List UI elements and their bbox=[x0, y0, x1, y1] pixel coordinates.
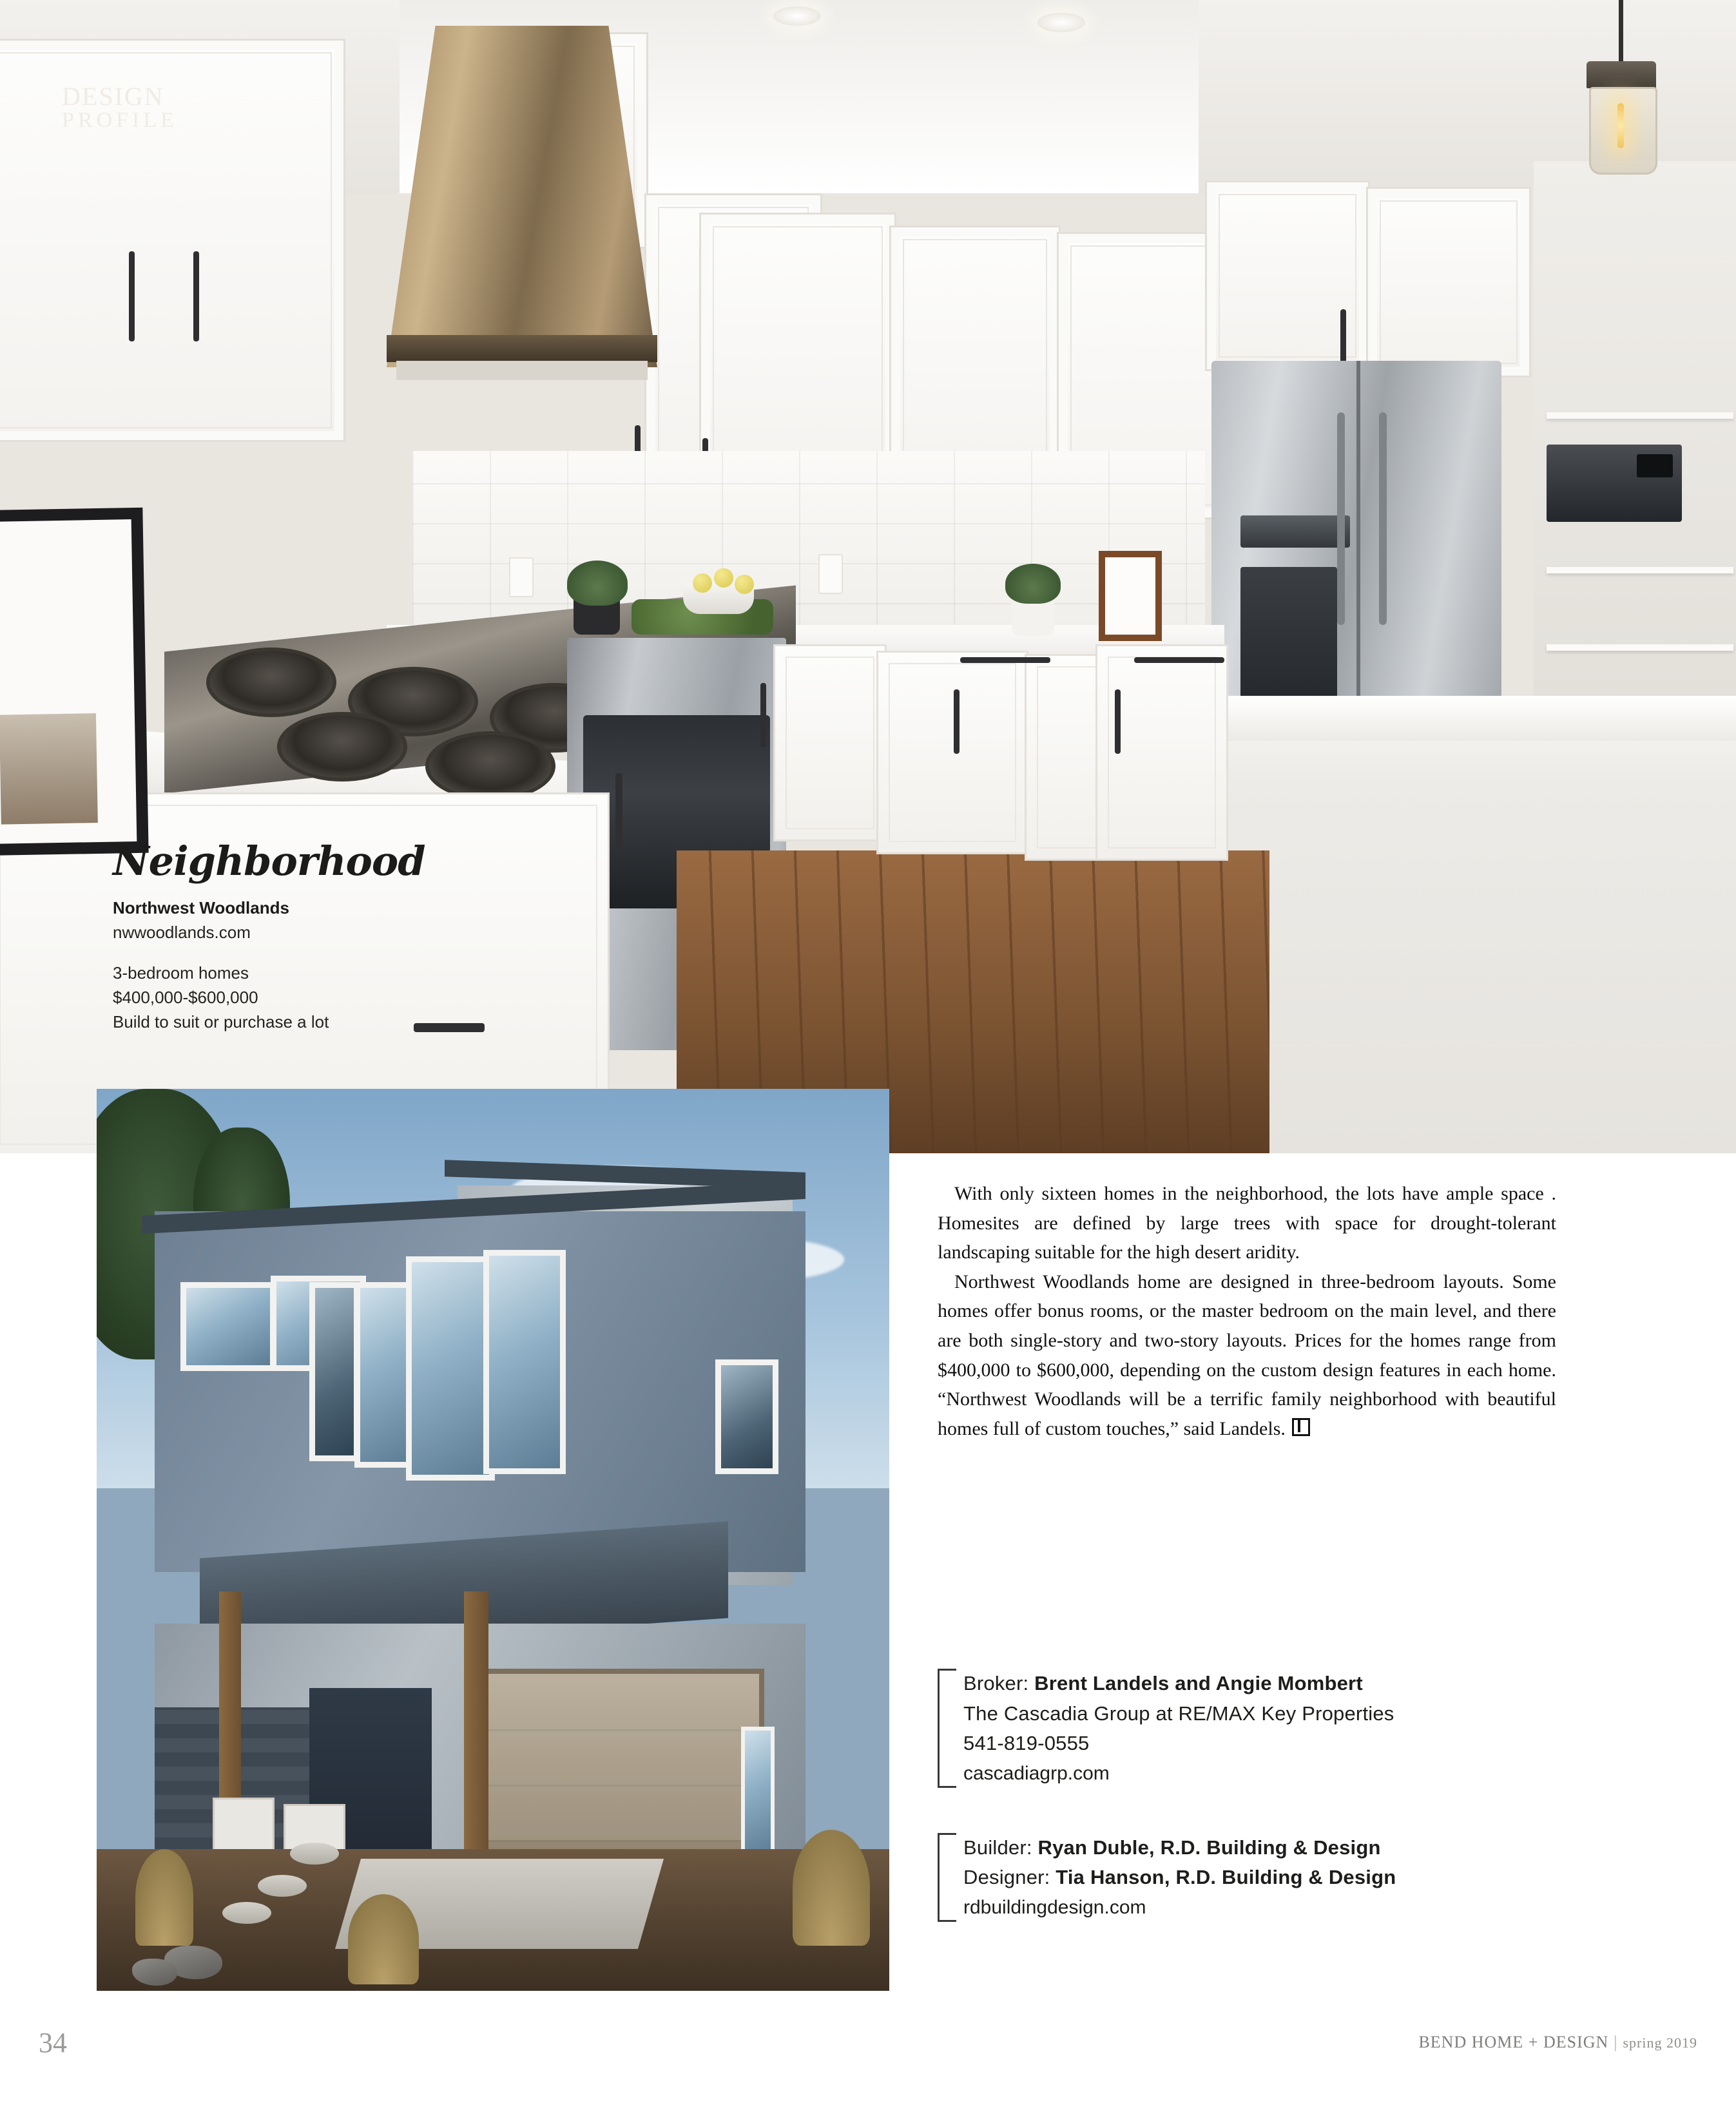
lemon bbox=[693, 573, 712, 593]
page-number: 34 bbox=[39, 2027, 67, 2058]
wall-outlet bbox=[509, 557, 534, 597]
neighborhood-info-block bbox=[113, 838, 448, 1034]
cooktop-burner bbox=[206, 648, 336, 717]
cabinet-pull bbox=[193, 251, 199, 341]
microwave-display bbox=[1637, 454, 1673, 477]
designer-name: Tia Hanson, R.D. Building & Design bbox=[1056, 1866, 1396, 1888]
cabinet-pull bbox=[954, 689, 960, 754]
builder-website[interactable]: rdbuildingdesign.com bbox=[963, 1896, 1146, 1918]
refrigerator-handle bbox=[1337, 412, 1345, 625]
pendant-bulb bbox=[1617, 103, 1624, 148]
designer-label: Designer: bbox=[963, 1866, 1056, 1888]
footer-issue: spring 2019 bbox=[1623, 2035, 1697, 2051]
pendant-cord bbox=[1619, 0, 1623, 64]
pantry-shelf bbox=[1547, 567, 1733, 573]
range-hood-band bbox=[387, 335, 657, 362]
ornamental-grass bbox=[793, 1830, 870, 1946]
footer bbox=[1418, 2033, 1697, 2052]
ornamental-grass bbox=[135, 1849, 193, 1946]
garage-window bbox=[741, 1727, 775, 1857]
kitchen-island bbox=[1205, 702, 1736, 1153]
footer-brand: BEND HOME + DESIGN bbox=[1418, 2033, 1609, 2051]
kicker-line-1: DESIGN bbox=[62, 82, 164, 111]
oven-handle bbox=[615, 773, 622, 850]
article-paragraph-2 bbox=[938, 1267, 1556, 1444]
stepping-stone bbox=[258, 1875, 307, 1897]
broker-line bbox=[963, 1669, 1556, 1699]
window bbox=[180, 1282, 276, 1371]
artwork-image bbox=[0, 713, 98, 825]
broker-credit-block bbox=[938, 1669, 1556, 1788]
upper-cabinet bbox=[1366, 187, 1531, 378]
cooktop-burner bbox=[277, 712, 407, 782]
home-exterior-photo bbox=[97, 1089, 889, 1991]
kicker-line-2: PROFILE bbox=[62, 108, 178, 132]
broker-company: The Cascadia Group at RE/MAX Key Properties bbox=[963, 1702, 1394, 1725]
neighborhood-name: Northwest Woodlands bbox=[113, 898, 289, 917]
cabinet-pull bbox=[129, 251, 135, 341]
neighborhood-website: nwwoodlands.com bbox=[113, 922, 251, 942]
pantry-wall bbox=[1534, 161, 1736, 696]
designer-line bbox=[963, 1863, 1556, 1893]
end-mark-icon bbox=[1292, 1418, 1310, 1436]
refrigerator-water-dispenser bbox=[1240, 567, 1337, 715]
broker-names: Brent Landels and Angie Mombert bbox=[1034, 1672, 1363, 1694]
cabinet-pull bbox=[760, 683, 766, 747]
framed-artwork bbox=[0, 508, 149, 856]
broker-website[interactable]: cascadiagrp.com bbox=[963, 1762, 1110, 1784]
range-hood-underside bbox=[396, 361, 648, 380]
recessed-downlight bbox=[1037, 13, 1085, 32]
refrigerator-control-panel bbox=[1240, 515, 1350, 548]
neighborhood-detail-bedrooms: 3-bedroom homes bbox=[113, 963, 249, 983]
article-body bbox=[938, 1179, 1556, 1443]
cabinet-pull bbox=[1340, 309, 1346, 367]
pantry-shelf bbox=[1547, 412, 1733, 419]
window bbox=[483, 1250, 566, 1474]
credits-section bbox=[938, 1669, 1556, 1967]
window bbox=[406, 1256, 495, 1481]
footer-separator: | bbox=[1614, 2033, 1618, 2051]
cabinet-pull bbox=[960, 657, 1050, 663]
neighborhood-heading: Neighborhood bbox=[113, 838, 425, 885]
garage-panel bbox=[488, 1785, 759, 1842]
base-cabinet bbox=[876, 651, 1028, 854]
builder-line bbox=[963, 1833, 1556, 1863]
window bbox=[309, 1282, 360, 1461]
wall-outlet bbox=[818, 554, 843, 594]
neighborhood-detail-build: Build to suit or purchase a lot bbox=[113, 1012, 329, 1031]
garage-panel bbox=[488, 1674, 759, 1731]
window bbox=[715, 1359, 778, 1474]
lemon bbox=[714, 568, 733, 588]
stepping-stone bbox=[222, 1902, 271, 1924]
builder-name: Ryan Duble, R.D. Building & Design bbox=[1037, 1836, 1381, 1859]
recessed-downlight bbox=[773, 6, 821, 26]
potted-plant bbox=[1005, 564, 1061, 604]
article-paragraph-2-text: Northwest Woodlands home are designed in three-bedroom layouts. Some homes offer bonus rooms, or the master bedroom on the main level, and there are both single-story and two-story layouts. Prices for the homes range from $400,000 to $600,000, depending on the custom design features in each home. “Northwest Woodlands will be a terrific family neighborhood with beautiful homes full of custom touches,” said Landels. bbox=[938, 1271, 1556, 1439]
base-cabinet bbox=[773, 644, 887, 841]
garage-panel bbox=[488, 1729, 759, 1787]
pendant-cap bbox=[1587, 61, 1656, 88]
pantry-shelf bbox=[1547, 644, 1733, 651]
succulent-plant bbox=[567, 561, 628, 606]
design-profile-kicker bbox=[62, 84, 178, 131]
spacer bbox=[113, 945, 448, 961]
stepping-stone bbox=[290, 1843, 339, 1865]
picture-frame bbox=[1099, 551, 1162, 641]
cabinet-pull bbox=[1115, 689, 1121, 754]
refrigerator-door-split bbox=[1356, 361, 1360, 747]
builder-credit-block bbox=[938, 1833, 1556, 1922]
broker-label: Broker: bbox=[963, 1672, 1035, 1694]
ornamental-grass bbox=[348, 1894, 419, 1984]
broker-phone: 541-819-0555 bbox=[963, 1732, 1090, 1754]
builder-label: Builder: bbox=[963, 1836, 1038, 1859]
lemon bbox=[735, 575, 754, 594]
kitchen-island-countertop bbox=[1205, 696, 1736, 741]
refrigerator-handle bbox=[1379, 412, 1387, 625]
neighborhood-detail-price: $400,000-$600,000 bbox=[113, 988, 258, 1008]
article-paragraph-1: With only sixteen homes in the neighborhood, the lots have ample space . Homesites are defined by large trees with space for drought-tolerant landscaping suitable for the high desert aridity. bbox=[938, 1183, 1556, 1263]
cooktop-burner bbox=[425, 731, 555, 801]
cabinet-pull bbox=[1134, 657, 1224, 663]
